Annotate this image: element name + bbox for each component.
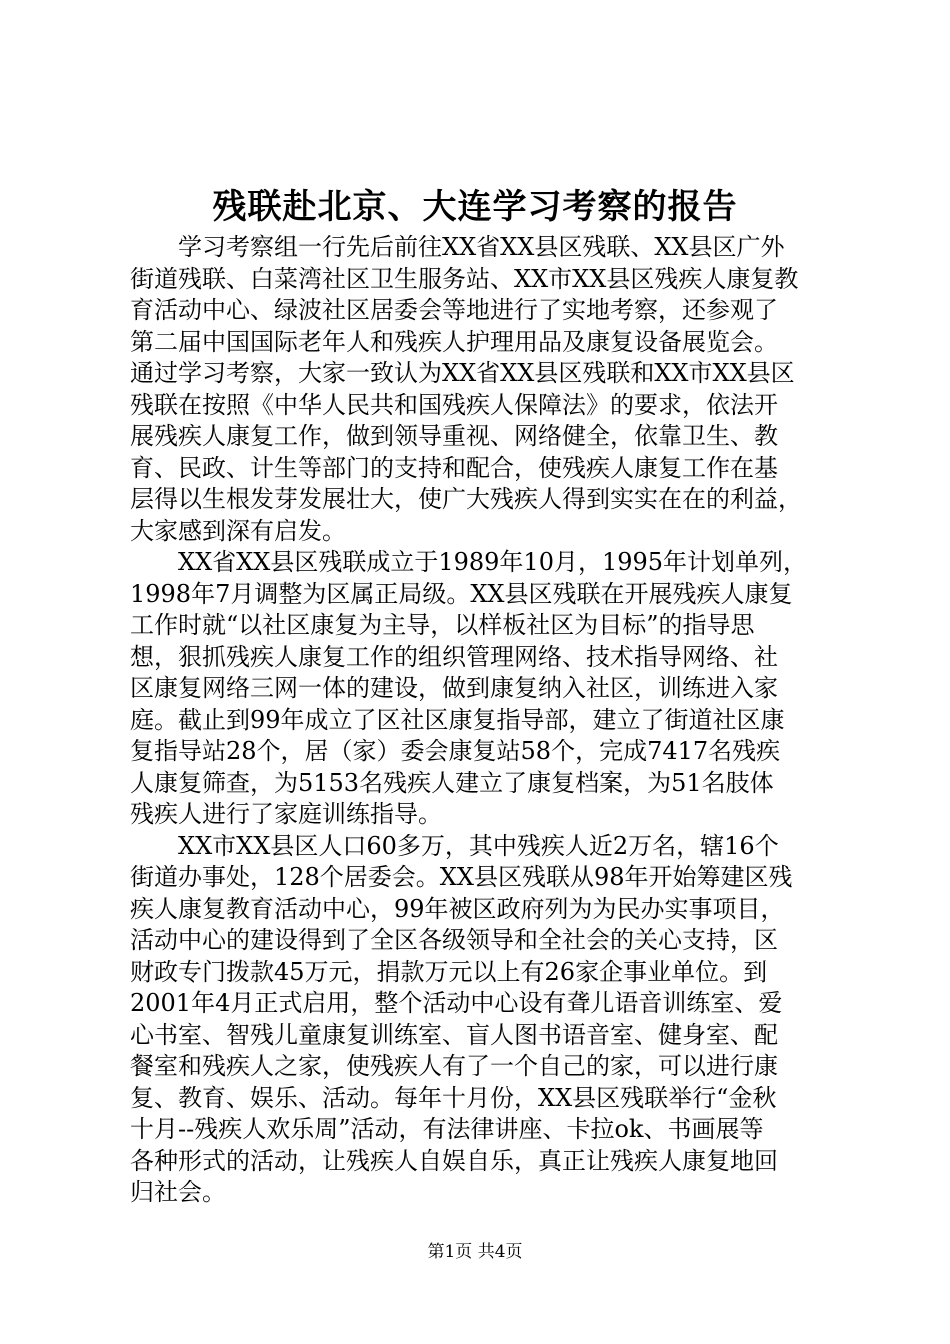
page-title: 残联赴北京、大连学习考察的报告 [212,187,738,227]
paragraph-line: 通过学习考察，大家一致认为XX省XX县区残联和XX市XX县区 [130,359,795,387]
paragraph-line: 街道办事处，128个居委会。XX县区残联从98年开始筹建区残 [130,863,793,891]
paragraph-line: 学习考察组一行先后前往XX省XX县区残联、XX县区广外 [178,233,785,261]
page-footer: 第1页 共4页 [427,1242,523,1262]
paragraph-line: 第二届中国国际老年人和残疾人护理用品及康复设备展览会。 [130,327,778,356]
paragraph-line: XX市XX县区人口60多万，其中残疾人近2万名，辖16个 [178,831,779,860]
paragraph-line: 育、民政、计生等部门的支持和配合，使残疾人康复工作在基 [130,453,778,482]
paragraph-line: 活动中心的建设得到了全区各级领导和全社会的关心支持，区 [130,926,778,954]
paragraph-line: 想，狠抓残疾人康复工作的组织管理网络、技术指导网络、社 [130,642,778,671]
paragraph-line: 残疾人进行了家庭训练指导。 [130,800,442,828]
paragraph-line: 归社会。 [130,1178,226,1206]
paragraph-line: 各种形式的活动，让残疾人自娱自乐，真正让残疾人康复地回 [130,1146,778,1175]
paragraph-line: 2001年4月正式启用，整个活动中心设有聋儿语音训练室、爱 [130,989,783,1017]
paragraph-line: 区康复网络三网一体的建设，做到康复纳入社区，训练进入家 [130,674,778,702]
paragraph-line: 财政专门拨款45万元，捐款万元以上有26家企事业单位。到 [130,957,768,986]
paragraph-line: 疾人康复教育活动中心，99年被区政府列为为民办实事项目， [130,894,785,923]
paragraph-line: 人康复筛查，为5153名残疾人建立了康复档案，为51名肢体 [130,768,774,797]
paragraph-line: 1998年7月调整为区属正局级。XX县区残联在开展残疾人康复 [130,579,793,608]
paragraph-line: 工作时就“以社区康复为主导，以样板社区为目标”的指导思 [130,611,755,639]
paragraph [130,232,830,547]
paragraph-line: 心书室、智残儿童康复训练室、盲人图书语音室、健身室、配 [130,1020,778,1049]
paragraph-line: 街道残联、白菜湾社区卫生服务站、XX市XX县区残疾人康复教 [130,264,799,293]
paragraph-line: 复指导站28个，居（家）委会康复站58个，完成7417名残疾 [130,737,781,765]
paragraph-line: 大家感到深有启发。 [130,516,346,545]
document-body [130,232,830,1209]
paragraph-line: 复、教育、娱乐、活动。每年十月份，XX县区残联举行“金秋 [130,1083,777,1112]
paragraph-line: 十月--残疾人欢乐周”活动，有法律讲座、卡拉ok、书画展等 [130,1115,764,1143]
paragraph-line: 残联在按照《中华人民共和国残疾人保障法》的要求，依法开 [130,390,778,419]
paragraph-line: 餐室和残疾人之家，使残疾人有了一个自己的家，可以进行康 [130,1052,778,1080]
paragraph-line: 层得以生根发芽发展壮大，使广大残疾人得到实实在在的利益， [130,485,802,513]
paragraph [130,547,830,831]
paragraph [130,831,830,1209]
paragraph-line: 育活动中心、绿波社区居委会等地进行了实地考察，还参观了 [130,296,778,324]
paragraph-line: 展残疾人康复工作，做到领导重视、网络健全，依靠卫生、教 [130,422,778,450]
paragraph-line: XX省XX县区残联成立于1989年10月，1995年计划单列， [178,548,808,576]
paragraph-line: 庭。截止到99年成立了区社区康复指导部，建立了街道社区康 [130,705,785,734]
